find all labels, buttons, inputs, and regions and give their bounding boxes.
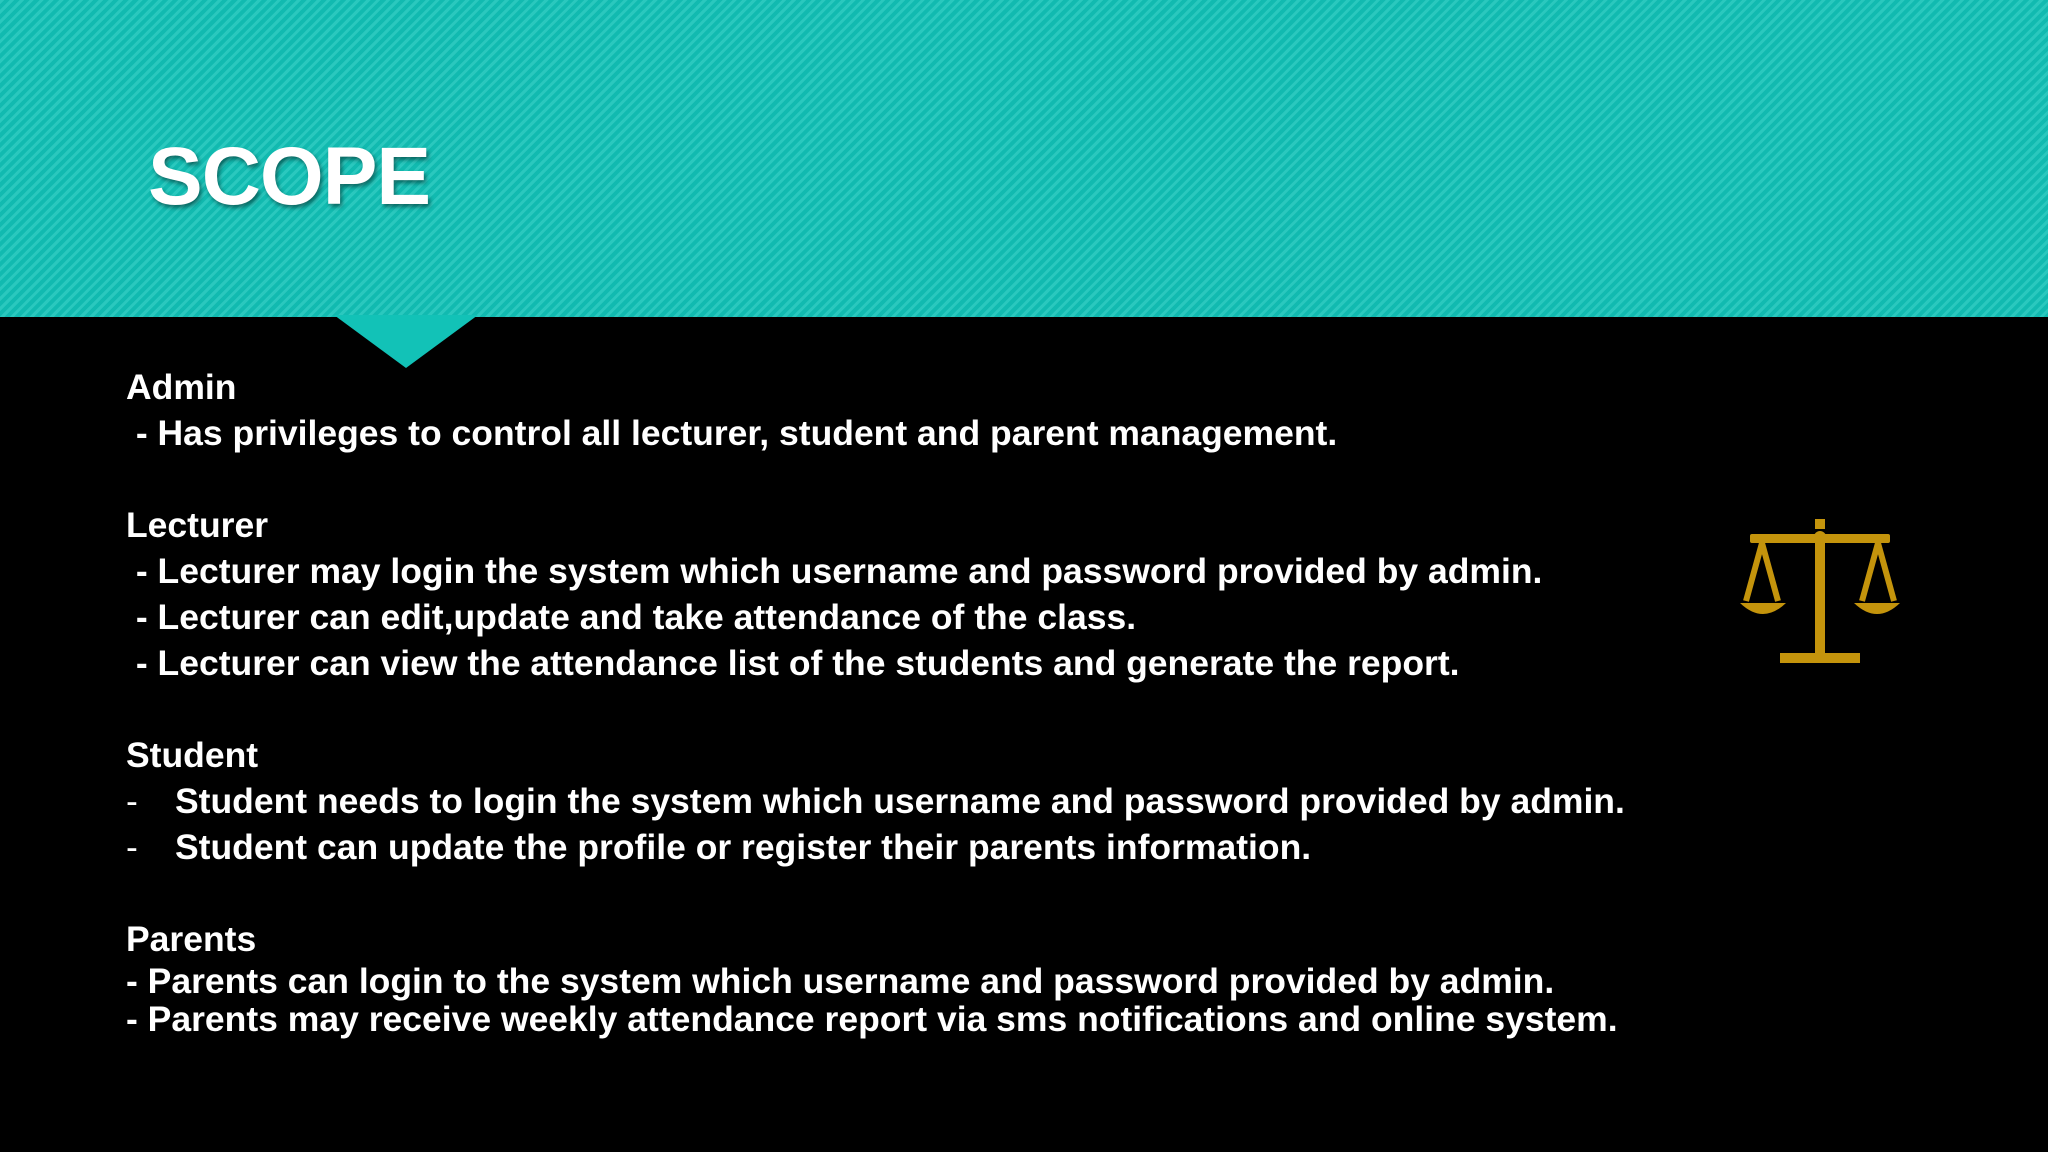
list-item: - Lecturer may login the system which username and password provided by admin.	[126, 551, 1543, 591]
bullet-dash: -	[126, 827, 138, 867]
balance-scale-icon	[1740, 515, 1900, 675]
scope-content	[126, 364, 1766, 1038]
section-parents	[126, 916, 1766, 1038]
bullet-dash: -	[126, 781, 138, 821]
list-item-text: Student needs to login the system which username and password provided by admin.	[175, 781, 1625, 821]
section-heading: Parents	[126, 919, 257, 959]
banner-pointer	[334, 315, 478, 368]
section-lecturer	[126, 502, 1766, 686]
section-heading: Student	[126, 735, 259, 775]
section-student	[126, 732, 1766, 870]
list-item: - Lecturer can edit,update and take attendance of the class.	[126, 597, 1137, 637]
list-item: - Lecturer can view the attendance list of the students and generate the report.	[126, 643, 1460, 683]
list-item-text: Student can update the profile or register their parents information.	[175, 827, 1312, 867]
slide-title: SCOPE	[148, 131, 431, 222]
list-item: - Parents may receive weekly attendance report via sms notifications and online system.	[126, 999, 1618, 1039]
title-banner	[0, 0, 2048, 317]
section-heading: Lecturer	[126, 505, 269, 545]
list-item: - Has privileges to control all lecturer, student and parent management.	[126, 413, 1338, 453]
section-admin	[126, 364, 1766, 456]
section-heading: Admin	[126, 367, 237, 407]
list-item: - Parents can login to the system which username and password provided by admin.	[126, 961, 1555, 1001]
list-item	[126, 778, 1766, 824]
list-item	[126, 824, 1766, 870]
